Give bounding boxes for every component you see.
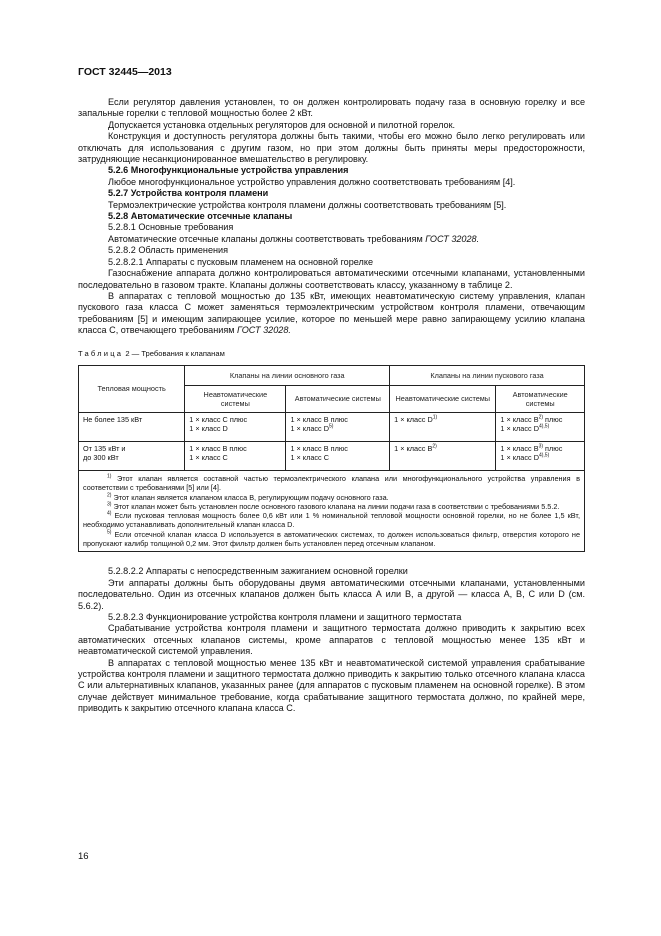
footnote-ref: 2) — [538, 414, 544, 421]
footnote-mark: 3) — [107, 501, 112, 508]
subsection-heading-5-2-8-2-2: 5.2.8.2.2 Аппараты с непосредственным зажиганием основной горелки — [108, 566, 408, 577]
after-table-section — [78, 566, 585, 714]
header-start-gas: Клапаны на линии пускового газа — [390, 365, 585, 385]
standard-reference: ГОСТ 32028. — [425, 233, 480, 244]
cell-text: 1 × класс D — [500, 452, 539, 462]
cell-text: 1 × класс D — [500, 423, 539, 433]
header-start-nonauto: Неавтоматические системы — [390, 385, 496, 412]
cell-line: 1 × класс В плюс — [290, 443, 348, 453]
paragraph — [78, 291, 585, 337]
paragraph: Термоэлектрические устройства контроля пламени должны соответствовать требованиям [5]. — [108, 199, 507, 210]
cell-power: Не более 135 кВт — [79, 412, 185, 441]
cell-line: От 135 кВт и — [83, 443, 126, 453]
cell-line — [500, 424, 580, 433]
table-caption-word: Таблица — [78, 348, 124, 358]
subsection-heading-5-2-8-2: 5.2.8.2 Область применения — [108, 245, 229, 256]
cell-line: 1 × класс С — [189, 452, 228, 462]
document-header: ГОСТ 32445—2013 — [78, 66, 172, 78]
cell-main-auto — [286, 441, 390, 470]
footnote-ref: 1) — [432, 414, 438, 421]
valve-requirements-table — [78, 365, 585, 471]
page-number: 16 — [78, 851, 89, 862]
section-heading-5-2-6: 5.2.6 Многофункциональные устройства управления — [108, 165, 349, 176]
footnote-mark: 2) — [107, 492, 112, 499]
footnote-ref: 4),5) — [538, 452, 550, 459]
cell-line: 1 × класс В плюс — [189, 443, 247, 453]
footnote-ref: 2) — [432, 443, 437, 450]
section-heading-5-2-7: 5.2.7 Устройства контроля пламени — [108, 188, 269, 199]
paragraph: В аппаратах с тепловой мощностью менее 135 кВт и неавтоматической системой управления срабатывание устройства контроля пламени и защитного термостата должно приводить к закрытию только отсечного клапана класса С или альтернативных клапанов, указанных ранее (для аппаратов с пусковым пламенем на основной горелке). В этом случае действует минимальное требование, когда срабатывание защитного термостата должно, по крайней мере, приводить к закрытию отсечного клапана класса С. — [78, 657, 585, 714]
footnote-text: Если отсечной клапан класса D используется в автоматических системах, то должен использоваться фильтр, отверстия которого не пропускают калибр толщиной 0,2 мм. Этот фильтр должен быть установлен перед отсечным клапаном. — [83, 529, 580, 549]
footnote-text: Этот клапан может быть установлен после основного газового клапана на линии подачи газа в соответствии с требованиями 5.5.2. — [113, 501, 560, 511]
standard-reference: ГОСТ 32028. — [237, 325, 291, 336]
cell-line: до 300 кВт — [83, 452, 119, 462]
table-row — [79, 441, 585, 470]
cell-text: 1 × класс D — [394, 414, 433, 424]
cell-text: плюс — [545, 443, 563, 453]
footnote-mark: 4) — [107, 510, 112, 517]
paragraph-text: В аппаратах с тепловой мощностью до 135 кВт, имеющих неавтоматическую систему управления, клапан пускового газа класса С может заменяться термоэлектрическим устройством контроля пламени, отвечающим требованиям [5] и имеющим запирающее усилие, которое по меньшей мере равно запирающему усилию клапана класса С, отвечающего требованиям — [78, 290, 585, 336]
table-footnotes — [78, 471, 585, 552]
cell-text: 1 × класс D — [290, 423, 329, 433]
cell-start-nonauto — [390, 412, 496, 441]
header-main-auto: Автоматические системы — [286, 385, 390, 412]
cell-line: 1 × класс D — [189, 423, 228, 433]
table-footnote — [83, 511, 580, 530]
cell-text: 1 × класс В — [394, 443, 433, 453]
header-start-auto: Автоматические системы — [496, 385, 585, 412]
cell-start-auto — [496, 412, 585, 441]
cell-power — [79, 441, 185, 470]
table-footnote — [83, 493, 580, 502]
paragraph: Конструкция и доступность регулятора должны быть такими, чтобы его можно было легко регулировать или отключать для использования с другим газом, но при этом должны быть приняты меры предосторожности, затрудняющие несанкционированное вмешательство в регулировку. — [78, 131, 585, 165]
paragraph — [78, 234, 585, 245]
paragraph: Любое многофункциональное устройство управления должно соответствовать требованиям [4]. — [108, 176, 516, 187]
cell-text: 1 × класс В — [500, 443, 539, 453]
cell-line: 1 × класс В плюс — [290, 414, 348, 424]
footnote-ref: 3) — [538, 443, 544, 450]
cell-line: 1 × класс С — [290, 452, 329, 462]
table-footnote — [83, 474, 580, 493]
header-main-gas: Клапаны на линии основного газа — [185, 365, 390, 385]
footnote-mark: 5) — [107, 529, 112, 536]
cell-main-nonauto — [185, 441, 286, 470]
cell-start-nonauto — [390, 441, 496, 470]
cell-line: 1 × класс С плюс — [189, 414, 248, 424]
cell-line — [500, 453, 580, 462]
cell-main-auto — [286, 412, 390, 441]
cell-line — [290, 424, 385, 433]
header-main-nonauto: Неавтоматические системы — [185, 385, 286, 412]
footnote-text: Если пусковая тепловая мощность более 0,6 кВт или 1 % номинальной тепловой мощности основной горелки, но не более 1,5 кВт, необходимо устанавливать дополнительный клапан класса D. — [83, 511, 580, 530]
paragraph-text: Автоматические отсечные клапаны должны соответствовать требованиям — [108, 233, 423, 244]
footnote-ref: 5) — [329, 423, 334, 430]
table-row — [79, 412, 585, 441]
table-footnote — [83, 530, 580, 549]
subsection-heading-5-2-8-2-1: 5.2.8.2.1 Аппараты с пусковым пламенем на основной горелке — [108, 256, 374, 267]
footnote-ref: 4),5) — [538, 423, 550, 430]
footnote-text: Этот клапан является составной частью термоэлектрического клапана или многофункционального устройства управления в соответствии с требованиями [5] или [4]. — [83, 473, 580, 493]
page-body — [78, 97, 585, 715]
paragraph: Газоснабжение аппарата должно контролироваться автоматическими отсечными клапанами, установленными последовательно в газовом тракте. Клапаны должны соответствовать классу, указанному в таблице 2. — [78, 268, 585, 290]
cell-start-auto — [496, 441, 585, 470]
table-footnote — [83, 502, 580, 511]
paragraph: Допускается установка отдельных регуляторов для основной и пилотной горелок. — [108, 119, 456, 130]
footnote-text: Этот клапан является клапаном класса В, регулирующим подачу основного газа. — [113, 492, 389, 502]
subsection-heading-5-2-8-1: 5.2.8.1 Основные требования — [108, 222, 234, 233]
subsection-heading-5-2-8-2-3: 5.2.8.2.3 Функционирование устройства контроля пламени и защитного термостата — [108, 611, 462, 622]
table-caption-text: 2 — Требования к клапанам — [125, 348, 225, 358]
cell-text: плюс — [545, 414, 563, 424]
table-caption — [78, 348, 585, 359]
header-power: Тепловая мощность — [79, 365, 185, 412]
cell-line — [394, 415, 491, 424]
paragraph: Срабатывание устройства контроля пламени и защитного термостата должно приводить к закрытию всех автоматических отсечных клапанов системы, кроме аппаратов с тепловой мощностью менее 135 кВт и неавтоматической системой управления. — [78, 623, 585, 657]
footnote-mark: 1) — [107, 473, 112, 480]
section-heading-5-2-8: 5.2.8 Автоматические отсечные клапаны — [108, 211, 293, 222]
cell-text: 1 × класс В — [500, 414, 539, 424]
cell-main-nonauto — [185, 412, 286, 441]
paragraph: Если регулятор давления установлен, то он должен контролировать подачу газа в основную горелку и все запальные горелки с тепловой мощностью более 2 кВт. — [78, 97, 585, 119]
cell-line — [394, 444, 491, 453]
paragraph: Эти аппараты должны быть оборудованы двумя автоматическими отсечными клапанами, установленными последовательно. Один из отсечных клапанов должен быть класса А или В, а другой — класса А, В, С или D (см. 5.6.2). — [78, 577, 585, 611]
